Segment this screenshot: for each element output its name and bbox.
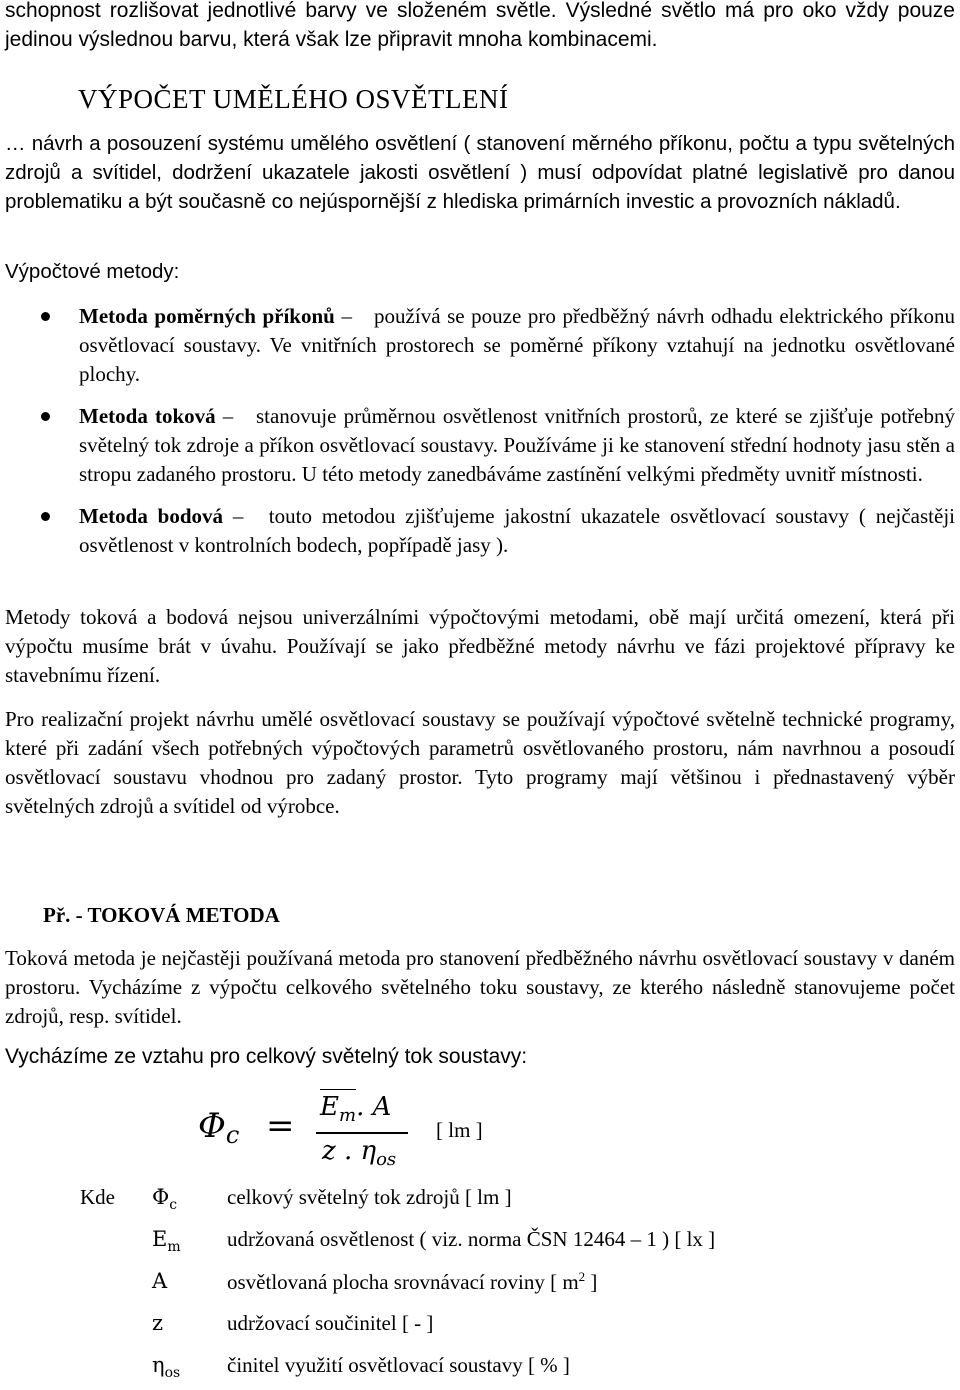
section-title-vypocet: VÝPOČET UMĚLÉHO OSVĚTLENÍ xyxy=(78,84,509,114)
formula-equals: = xyxy=(266,1106,295,1146)
method-name: Metoda poměrných příkonů xyxy=(79,304,335,328)
variable-description: činitel využití osvětlovací soustavy [ % ] xyxy=(227,1353,570,1377)
variable-legend xyxy=(80,1180,940,1390)
formula-numerator: $E_m$. A xyxy=(320,1092,391,1126)
variable-symbol: $\Phi_c$ xyxy=(152,1185,178,1214)
variable-row xyxy=(80,1306,940,1348)
method-text: používá se pouze pro předběžný návrh odhadu elektrického příkonu osvětlovací soustavy. Ve vnitřních prostorech se poměrné příkony vztahují na jednotku osvětlované plochy. xyxy=(79,304,956,386)
method-text: stanovuje průměrnou osvětlenost vnitřních prostorů, ze které se zjišťuje potřebný světelný tok zdroje a příkon osvětlovací soustavy. Používáme ji ke stanovení střední hodnoty jasu stěn a stropu zadaného prostoru. U této metody zanedbáváme zastínění velkými předměty uvnitř místnosti. xyxy=(79,404,956,486)
formula-unit: [ lm ] xyxy=(436,1118,483,1142)
method-name: Metoda bodová xyxy=(79,504,224,528)
variable-symbol: $\eta_{os}$ xyxy=(152,1353,181,1382)
variable-description: osvětlovaná plocha srovnávací roviny [ $m^2$ ] xyxy=(227,1269,598,1294)
variable-symbol: A xyxy=(152,1269,168,1293)
method-item xyxy=(5,402,955,489)
method-name: Metoda toková xyxy=(79,404,216,428)
bullet-icon xyxy=(41,312,50,321)
legend-kde: Kde xyxy=(80,1185,115,1209)
variable-description: udržovací součinitel [ - ] xyxy=(227,1311,434,1335)
formula-intro: Vycházíme ze vztahu pro celkový světelný tok soustavy: xyxy=(5,1045,528,1068)
method-text: touto metodou zjišťujeme jakostní ukazatele osvětlovací soustavy ( nejčastěji osvětlenost v kontrolních bodech, popřípadě jasy ). xyxy=(79,504,956,557)
variable-row xyxy=(80,1180,940,1222)
methods-summary-paragraph: Metody toková a bodová nejsou univerzálními výpočtovými metodami, obě mají určitá omezení, která při výpočtu musíme brát v úvahu. Používají se jako předběžné metody návrhu ve fázi projektové přípravy ke stavebnímu řízení. xyxy=(5,605,955,687)
variable-description: udržovaná osvětlenost ( viz. norma ČSN 12464 – 1 ) [ lx ] xyxy=(227,1227,716,1251)
formula-lhs: $\Phi_c$ xyxy=(198,1106,240,1149)
design-paragraph: … návrh a posouzení systému umělého osvětlení ( stanovení měrného příkonu, počtu a typu světelných zdrojů a svítidel, dodržení ukazatele jakosti osvětlení ) musí odpovídat platné legislativě pro danou problematiku a být současně co nejúspornější z hlediska primárních investic a provozních nákladů. xyxy=(5,132,955,213)
flux-formula xyxy=(198,1088,598,1178)
section-title-priklad: Př. - TOKOVÁ METODA xyxy=(43,903,280,927)
variable-description: celkový světelný tok zdrojů [ lm ] xyxy=(227,1185,512,1209)
variable-row xyxy=(80,1348,940,1390)
method-item xyxy=(5,502,955,560)
variable-row xyxy=(80,1222,940,1264)
method-dash: – xyxy=(232,504,244,528)
variable-symbol: z xyxy=(152,1311,164,1335)
realizace-paragraph: Pro realizační projekt návrhu umělé osvětlovací soustavy se používají výpočtové světelně technické programy, které při zadání všech potřebných výpočtových parametrů osvětlovaného prostoru, nám navrhnou a posoudí osvětlovací soustavu vhodnou pro zadaný prostor. Tyto programy mají většinou i přednastavený výběr světelných zdrojů a svítidel od výrobce. xyxy=(5,707,955,818)
tokova-paragraph: Toková metoda je nejčastěji používaná metoda pro stanovení předběžného návrhu osvětlovací soustavy v daném prostoru. Vycházíme z výpočtu celkového světelného toku soustavy, ze kterého následně stanovujeme počet zdrojů, resp. svítidel. xyxy=(5,946,955,1028)
methods-list xyxy=(5,302,955,573)
method-dash: – xyxy=(222,404,234,428)
formula-denominator: z . $\eta_{os}$ xyxy=(322,1136,397,1171)
method-item xyxy=(5,302,955,389)
fraction-bar xyxy=(316,1132,408,1134)
method-dash: – xyxy=(341,304,352,328)
intro-paragraph: schopnost rozlišovat jednotlivé barvy ve složeném světle. Výsledné světlo má pro oko vždy pouze jedinou výslednou barvu, která však lze připravit mnoha kombinacemi. xyxy=(5,0,955,51)
variable-row xyxy=(80,1264,940,1306)
bullet-icon xyxy=(41,512,50,521)
variable-symbol: $E_m$ xyxy=(152,1227,181,1256)
methods-label: Výpočtové metody: xyxy=(5,260,180,283)
bullet-icon xyxy=(41,412,50,421)
